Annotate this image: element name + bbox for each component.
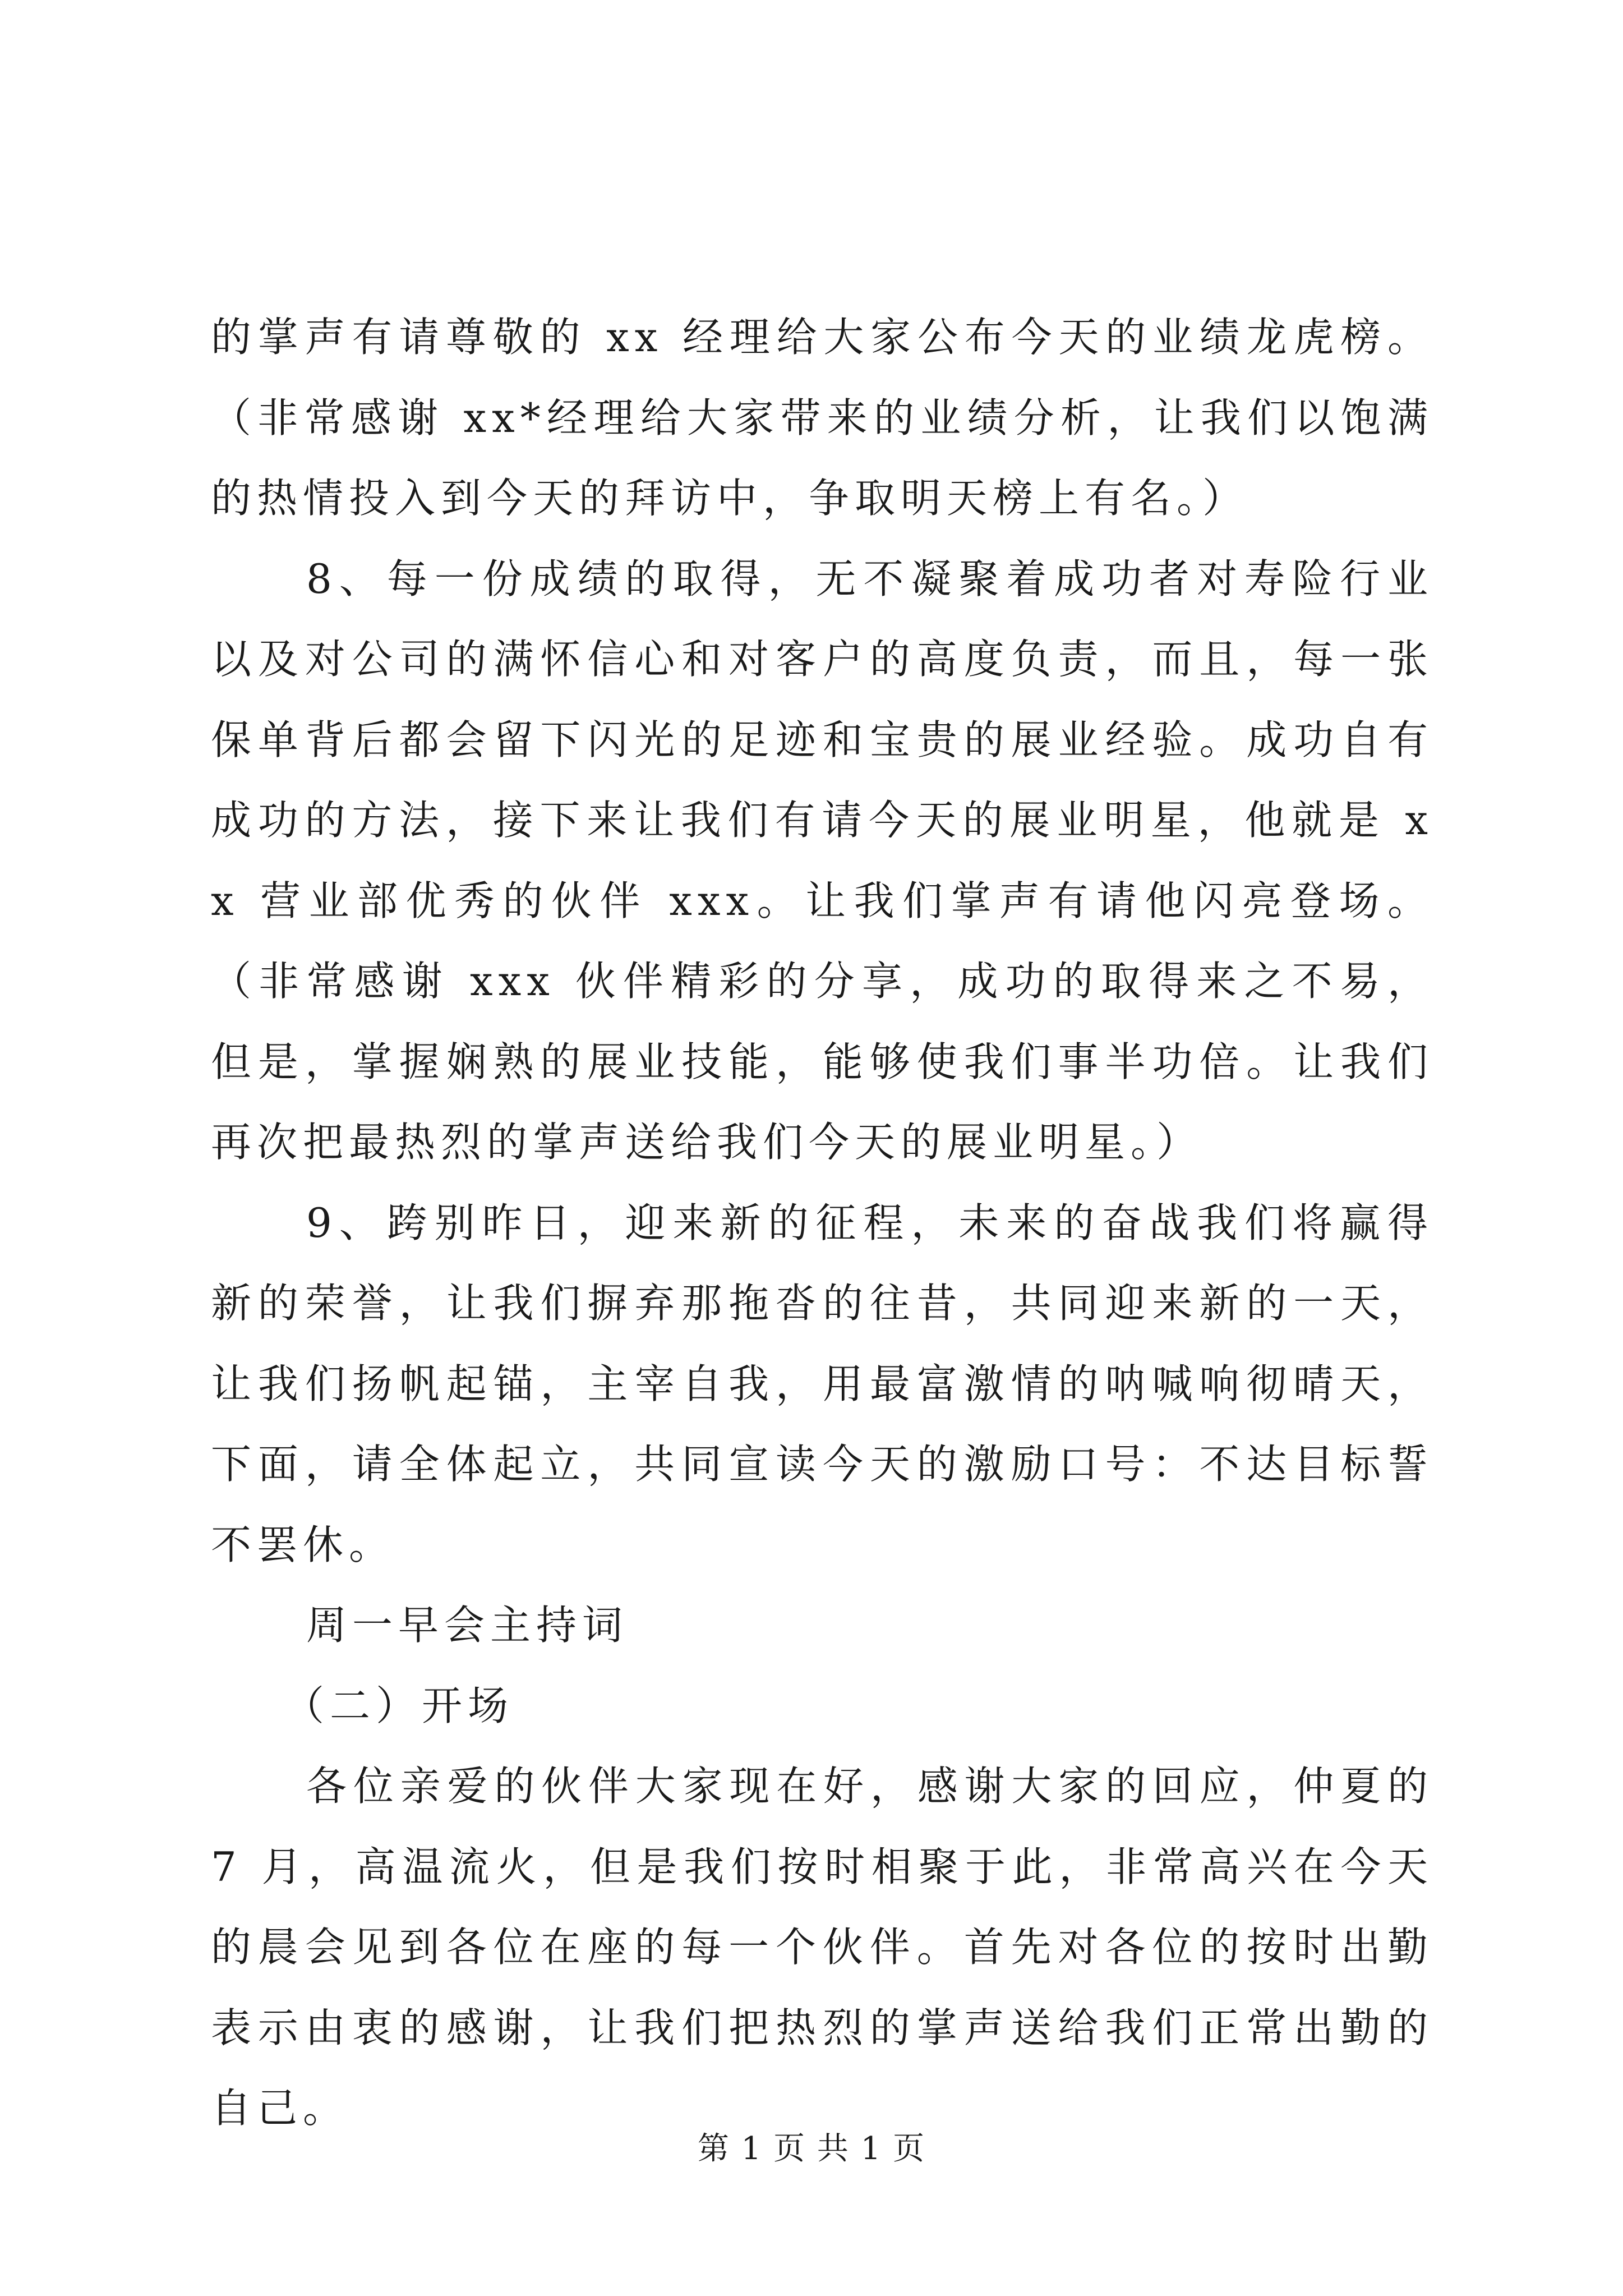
- section-heading: 周一早会主持词: [306, 1602, 629, 1649]
- paragraph-continuation: 的掌声有请尊敬的 xx 经理给大家公布今天的业绩龙虎榜。（非常感谢 xx*经理给大家带来的业绩分析，让我们以饱满的热情投入到今天的拜访中，争取明天榜上有名。）: [211, 314, 1433, 522]
- paragraph-item-9: 9、跨别昨日，迎来新的征程，未来的奋战我们将赢得新的荣誉，让我们摒弃那拖沓的往昔，共同迎来新的一天，让我们扬帆起锚，主宰自我，用最富激情的呐喊响彻晴天，下面，请全体起立，共同宣读今天的激励口号：不达目标誓不罢休。: [211, 1199, 1433, 1568]
- page-footer: 第 1 页 共 1 页: [697, 2131, 926, 2167]
- document-body: [211, 297, 1433, 2149]
- subsection-heading: （二）开场: [284, 1682, 514, 1729]
- paragraph-item-8: 8、每一份成绩的取得，无不凝聚着成功者对寿险行业以及对公司的满怀信心和对客户的高度负责，而且，每一张保单背后都会留下闪光的足迹和宝贵的展业经验。成功自有成功的方法，接下来让我们有请今天的展业明星，他就是 xx 营业部优秀的伙伴 xxx。让我们掌声有请他闪亮登场。（非常感谢 xxx 伙伴精彩的分享，成功的取得来之不易，但是，掌握娴熟的展业技能，能够使我们事半功倍。让我们再次把最热烈的掌声送给我们今天的展业明星。）: [211, 555, 1433, 1166]
- paragraph-opening: 各位亲爱的伙伴大家现在好，感谢大家的回应，仲夏的 7 月，高温流火，但是我们按时相聚于此，非常高兴在今天的晨会见到各位在座的每一个伙伴。首先对各位的按时出勤表示由衷的感谢，让我们把热烈的掌声送给我们正常出勤的自己。: [211, 1763, 1433, 2132]
